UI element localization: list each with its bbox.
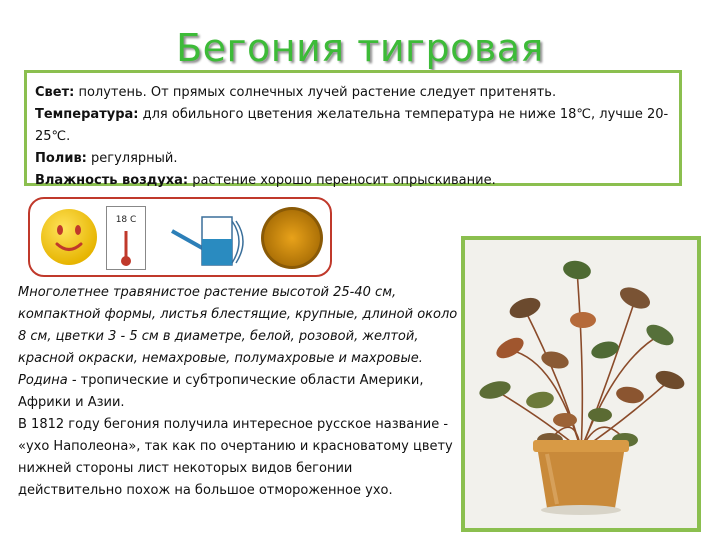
- description-plain: тропические и субтропические области Америки, Африки и Азии.: [18, 373, 424, 410]
- light-label: Свет:: [35, 85, 75, 100]
- watering-label: Полив:: [35, 151, 87, 166]
- potted-begonia-image: [465, 240, 697, 528]
- thermometer-bulb-icon: [107, 207, 145, 269]
- care-info-box: [24, 70, 682, 186]
- temperature-text: для обильного цветения желательна температура не ниже 18℃, лучше 20-25℃.: [35, 107, 669, 144]
- light-text: полутень. От прямых солнечных лучей растение следует притенять.: [74, 85, 557, 100]
- description-italic: Многолетнее травянистое растение выcотой 25-40 см, компактной формы, листья блестящие, крупные, длиной около 8 см, цветки 3 - 5 см в диаметре, белой, розовой, желтой, красной окраски, немахровые, полумахровые и махровые. Родина -: [18, 285, 458, 388]
- humidity-line: [35, 170, 671, 192]
- humidity-label: Влажность воздуха:: [35, 173, 189, 188]
- temperature-line: [35, 104, 671, 148]
- plant-description: [18, 282, 458, 502]
- smiling-sun-icon: [40, 208, 98, 266]
- watering-can-icon: [170, 209, 248, 269]
- description-paragraph: [18, 282, 458, 414]
- begonia-photo: [461, 236, 701, 532]
- watering-text: регулярный.: [86, 151, 178, 166]
- history-paragraph: В 1812 году бегония получила интересное русское название - «ухо Наполеона», так как по очертанию и красноватому цвету нижней стороны лист некоторых видов бегонии действительно похож на большое отмороженное ухо.: [18, 417, 453, 498]
- watering-line: [35, 148, 671, 170]
- gold-disc-icon: [260, 206, 324, 270]
- temperature-label: Температура:: [35, 107, 139, 122]
- light-line: [35, 82, 671, 104]
- care-icons-panel: [28, 197, 332, 277]
- thermometer-icon: [106, 206, 146, 270]
- page-title: Бегония тигровая: [176, 26, 544, 70]
- humidity-text: растение хорошо переносит опрыскивание.: [188, 173, 496, 188]
- thermometer-label: 18 С: [115, 215, 137, 225]
